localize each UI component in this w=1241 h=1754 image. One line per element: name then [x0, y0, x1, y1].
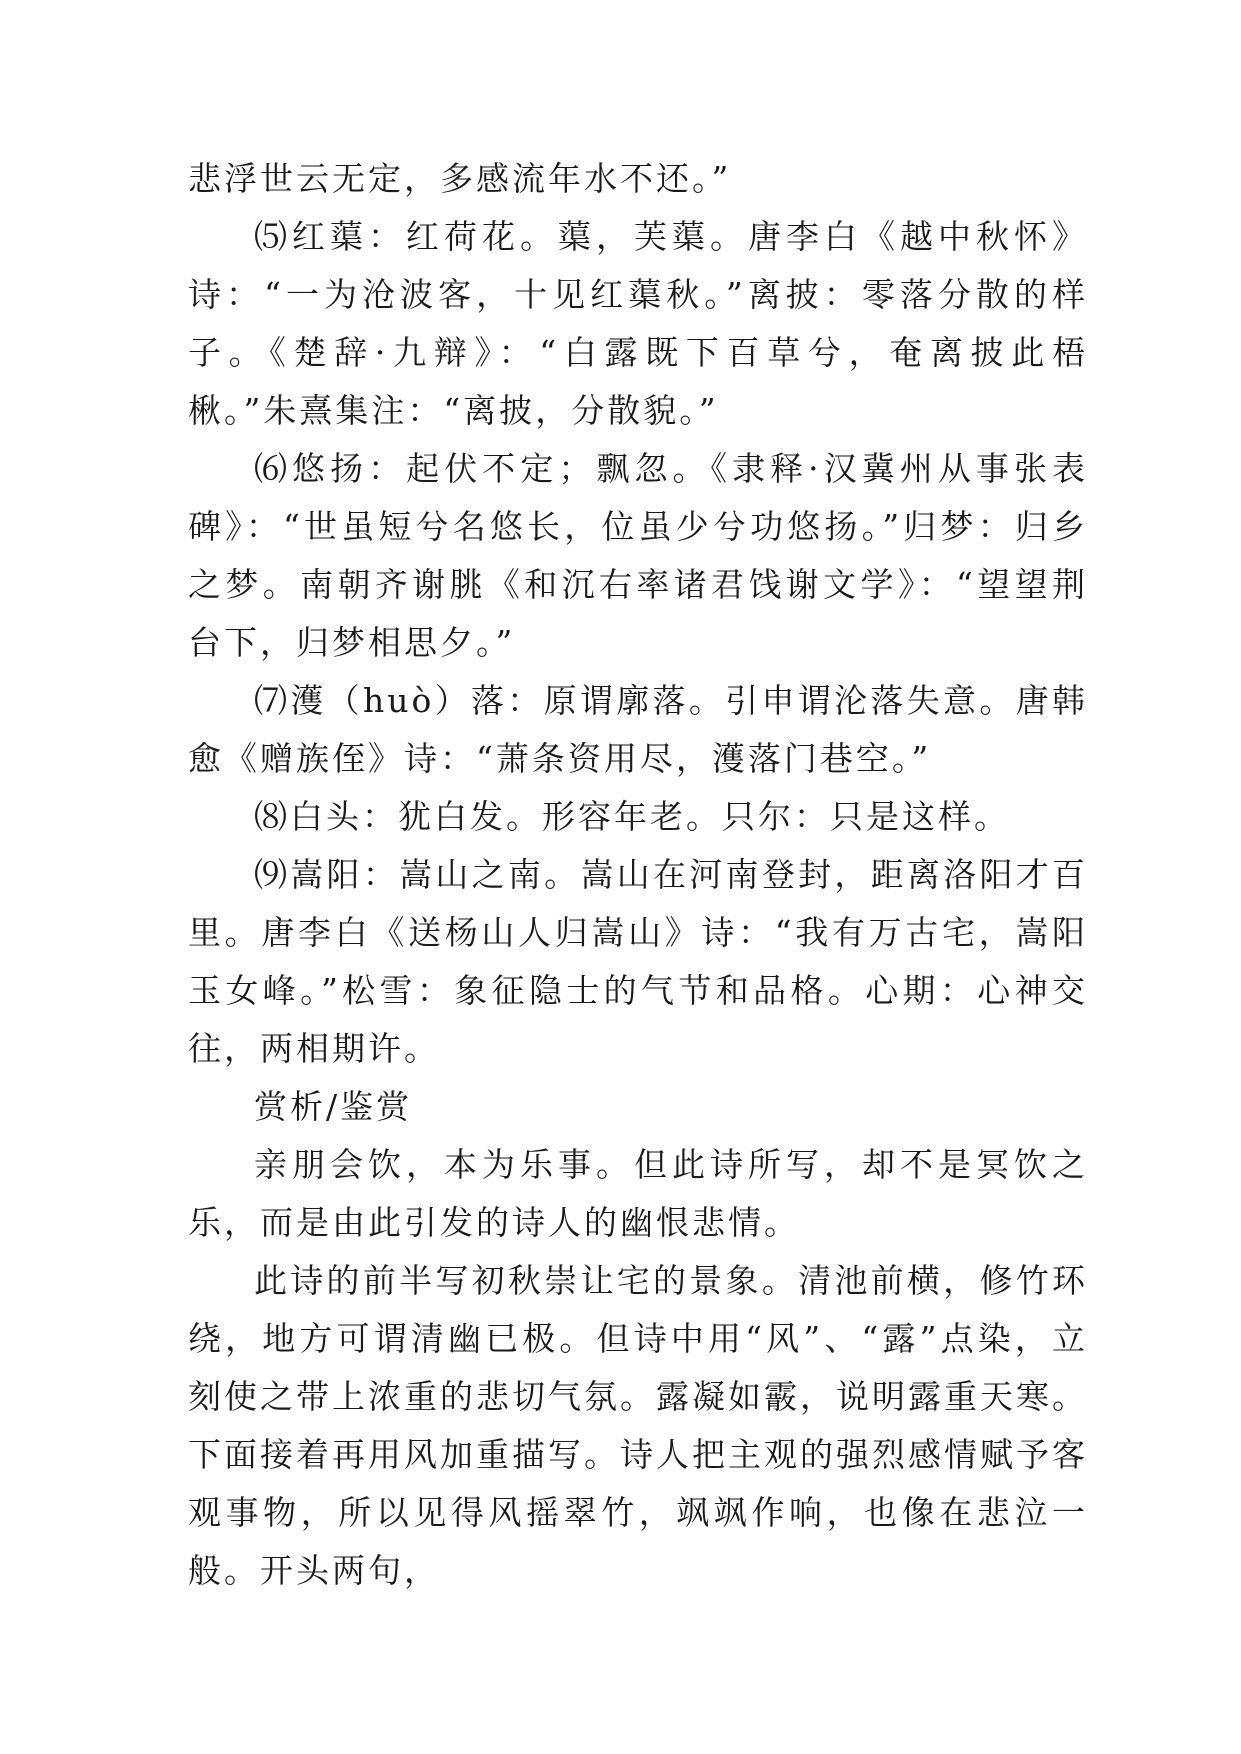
paragraph-1: 悲浮世云无定，多感流年水不还。” [188, 159, 732, 198]
paragraph-appreciation-1: 亲朋会饮，本为乐事。但此诗所写，却不是冥饮之乐，而是由此引发的诗人的幽恨悲情。 [188, 1145, 1088, 1242]
paragraph-note-9: ⑼嵩阳：嵩山之南。嵩山在河南登封，距离洛阳才百里。唐李白《送杨山人归嵩山》诗：“我有万古宅，嵩阳玉女峰。”松雪：象征隐士的气节和品格。心期：心神交往，两相期许。 [188, 855, 1088, 1068]
document-body [188, 150, 1088, 1600]
section-heading: 赏析/鉴赏 [254, 1087, 413, 1126]
paragraph-note-8: ⑻白头：犹白发。形容年老。只尔：只是这样。 [254, 797, 1010, 836]
paragraph-appreciation-2: 此诗的前半写初秋崇让宅的景象。清池前横，修竹环绕，地方可谓清幽已极。但诗中用“风”、“露”点染，立刻使之带上浓重的悲切气氛。露凝如霰，说明露重天寒。下面接着再用风加重描写。诗人把主观的强烈感情赋予客观事物，所以见得风摇翠竹，飒飒作响，也像在悲泣一般。开头两句， [188, 1261, 1088, 1590]
paragraph-note-6: ⑹悠扬：起伏不定；飘忽。《隶释·汉冀州从事张表碑》：“世虽短兮名悠长，位虽少兮功悠扬。”归梦：归乡之梦。南朝齐谢朓《和沉右率诸君饯谢文学》：“望望荆台下，归梦相思夕。” [188, 449, 1088, 662]
paragraph-note-7: ⑺濩（huò）落：原谓廓落。引申谓沦落失意。唐韩愈《赠族侄》诗：“萧条资用尽，濩落门巷空。” [188, 681, 1088, 778]
paragraph-note-5: ⑸红蕖：红荷花。蕖，芙蕖。唐李白《越中秋怀》诗：“一为沧波客，十见红蕖秋。”离披：零落分散的样子。《楚辞·九辩》：“白露既下百草兮，奄离披此梧楸。”朱熹集注：“离披，分散貌。” [188, 217, 1088, 430]
